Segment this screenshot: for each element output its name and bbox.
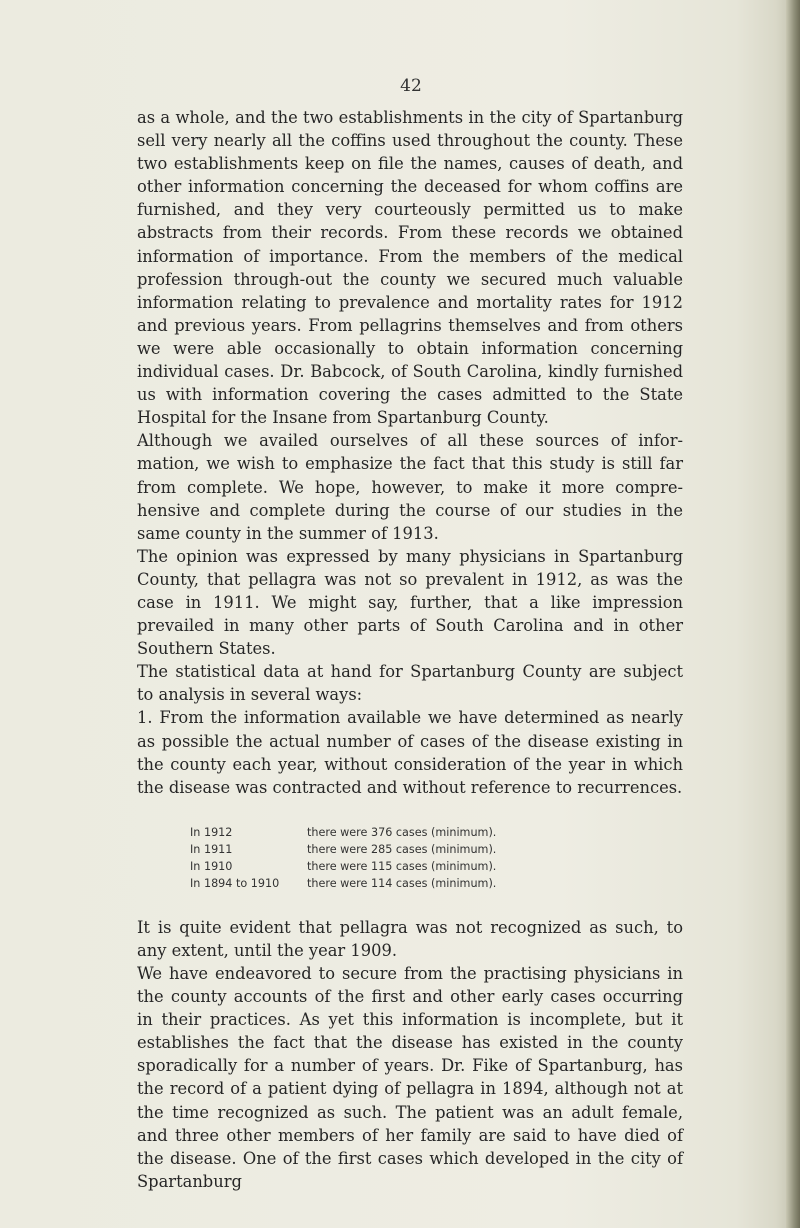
table-row (190, 875, 683, 892)
count-cell: there were 115 cases (minimum). (307, 859, 497, 873)
count-cell: there were 285 cases (minimum). (307, 842, 497, 856)
count-cell: there were 376 cases (minimum). (307, 825, 497, 839)
period-cell: In 1912 (190, 825, 233, 839)
paragraph: The statistical data at hand for Spartanburg County are subject to analysis in several ways: (137, 662, 683, 705)
count-cell: there were 114 cases (minimum). (307, 876, 497, 890)
paragraph: as a whole, and the two establishments in the city of Spartanburg sell very nearly all the coffins used throughout the county. These two establishments keep on file the names, causes of death, and other information concerning the deceased for whom coffins are furnished, and they very courteously permitted us to make abstracts from their records. From these records we obtained information of importance. From the members of the medical profession through-out the county we secured much valuable information relating to prevalence and mortality rates for 1912 and previous years. From pellagrins themselves and from others we were able occasionally to obtain information concerning individual cases. Dr. Babcock, of South Carolina, kindly furnished us with information covering the cases admitted to the State Hospital for the Insane from Spartanburg County. (137, 108, 683, 428)
paragraph: The opinion was expressed by many physicians in Spartanburg County, that pellagra was not so prevalent in 1912, as was the case in 1911. We might say, further, that a like impression prevailed in many other parts of South Carolina and in other Southern States. (137, 546, 683, 659)
paragraph: Although we availed ourselves of all these sources of infor-mation, we wish to emphasize the fact that this study is still far from complete. We hope, however, to make it more compre-hensive and complete during the course of our studies in the same county in the summer of 1913. (137, 431, 683, 543)
paragraph: It is quite evident that pellagra was not recognized as such, to any extent, until the year 1909. (137, 917, 683, 960)
paragraph: 1. From the information available we have determined as nearly as possible the actual number of cases of the disease existing in the county each year, without consideration of the year in which the disease was contracted and without reference to recurrences. (137, 708, 683, 797)
table-row (190, 858, 683, 875)
cases-table (190, 824, 683, 892)
table-row (190, 841, 683, 858)
period-cell: In 1911 (190, 842, 233, 856)
page-edge (786, 0, 800, 1228)
table-row (190, 824, 683, 841)
period-cell: In 1910 (190, 859, 233, 873)
period-cell: In 1894 to 1910 (190, 876, 280, 890)
paragraph: We have endeavored to secure from the practising physicians in the county accounts of the first and other early cases occurring in their practices. As yet this information is incomplete, but it establishes the fact that the disease has existed in the county sporadically for a number of years. Dr. Fike of Spartanburg, has the record of a patient dying of pellagra in 1894, although not at the time recognized as such. The patient was an adult female, and three other members of her family are said to have died of the disease. One of the first cases which developed in the city of Spartanburg (137, 964, 683, 1191)
body-text (137, 106, 683, 1193)
page-number: 42 (400, 76, 422, 96)
